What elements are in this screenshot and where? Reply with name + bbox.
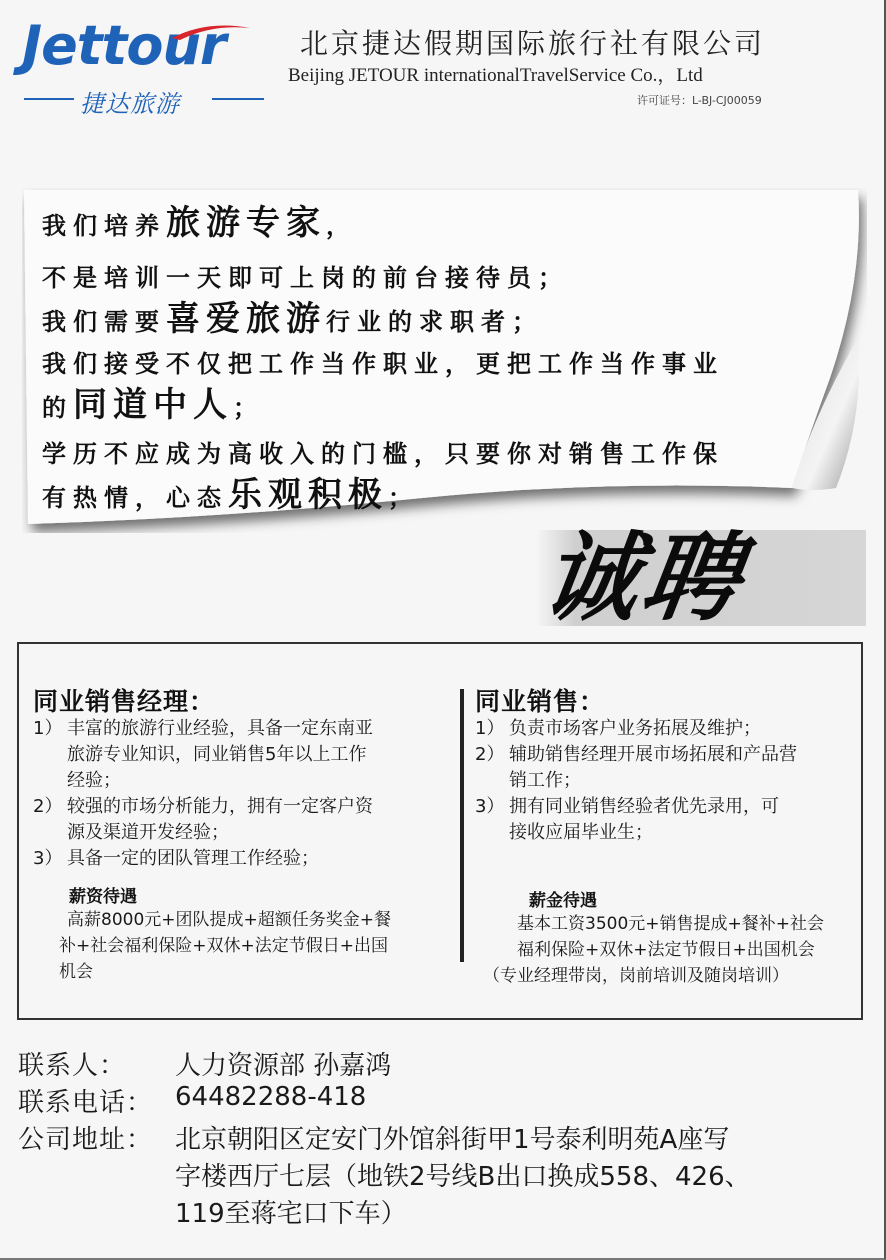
salary-line: 基本工资3500元+销售提成+餐补+社会 [517,914,824,934]
company-name-english: Beijing JETOUR internationalTravelService Co.，Ltd [288,65,703,86]
column-divider [460,689,464,962]
salary-text [59,907,461,985]
contact-address-label: 公司地址： [18,1125,154,1155]
item-text: 较强的市场分析能力，拥有一定客户资 [67,796,373,817]
requirement-item [33,846,453,872]
requirement-item [33,794,453,846]
item-text: 辅助销售经理开展市场拓展和产品营 [509,744,797,765]
address-line: 北京朝阳区定安门外馆斜街甲1号泰利明苑A座写 [175,1125,730,1155]
recruit-calligraphy: 诚聘 [535,521,751,634]
slogan-emphasis: 乐观积极 [228,475,388,515]
contact-person-row [18,1045,858,1082]
slogan-line [42,299,543,339]
slogan-emphasis: 同道中人 [73,385,233,425]
logo-swoosh-icon [172,22,252,42]
contact-phone-value[interactable]: 64482288-418 [175,1082,367,1112]
slogan-emphasis: 旅游专家 [166,203,326,243]
salary-title: 薪金待遇 [529,891,597,911]
requirements-list [33,716,453,872]
job-title: 同业销售经理： [33,687,216,716]
recruit-banner [535,521,866,634]
slogan-line [42,475,419,515]
slogan-text: ； [233,394,264,422]
item-number: 2） [475,744,505,765]
slogan-text: 学历不应成为高收入的门槛，只要你对销售工作保 [42,440,724,468]
slogan-text: 我们培养 [42,212,166,240]
logo-chinese-name: 捷达旅游 [80,90,180,118]
address-line: 119至蒋宅口下车） [175,1199,407,1229]
item-number: 3） [475,796,505,817]
item-text: 具备一定的团队管理工作经验； [67,848,319,869]
salary-line: 高薪8000元+团队提成+超额任务奖金+餐 [67,910,391,930]
requirement-item [475,742,855,794]
address-line: 字楼西厅七层（地铁2号线B出口换成558、426、 [175,1162,751,1192]
item-text: 接收应届毕业生； [509,822,653,843]
requirement-item [475,794,855,846]
salary-line: 补+社会福利保险+双休+法定节假日+出国 [59,936,388,956]
salary-line: 福利保险+双休+法定节假日+出国机会 [517,940,815,960]
slogan-text: ； [388,484,419,512]
contact-phone-row [18,1082,858,1119]
logo-rule-left [24,98,74,100]
logo-rule-right [212,98,264,100]
slogan-text: 我们接受不仅把工作当作职业，更把工作当作事业 [42,350,724,378]
item-number: 1） [475,718,505,739]
item-text: 旅游专业知识，同业销售5年以上工作 [67,744,367,765]
item-number: 1） [33,718,63,739]
job-sales-manager [33,682,453,982]
contact-info [18,1045,858,1229]
requirements-list [475,716,855,846]
slogan-line [42,203,357,243]
slogan-text: 我们需要 [42,308,166,336]
item-text: 经验； [67,770,121,791]
salary-section [483,886,867,989]
contact-person-label: 联系人： [18,1051,127,1081]
salary-line: 机会 [59,962,93,982]
job-sales [475,682,855,986]
slogan-line [42,266,569,290]
slogan-text: 有热情，心态 [42,484,228,512]
item-text: 负责市场客户业务拓展及维护； [509,718,761,739]
salary-section [51,882,461,985]
license-number: 许可证号：L-BJ-CJ00059 [637,94,762,107]
requirement-item [33,716,453,794]
slogan-text: 不是培训一天即可上岗的前台接待员； [42,264,569,292]
contact-person-value: 人力资源部 孙嘉鸿 [175,1051,392,1081]
slogan-text: 行业的求职者； [326,308,543,336]
slogan-text: ， [326,212,357,240]
salary-text [483,911,867,989]
salary-line: （专业经理带岗，岗前培训及随岗培训） [483,966,789,986]
jettour-logo [22,14,267,118]
item-number: 2） [33,796,63,817]
salary-title: 薪资待遇 [69,887,137,907]
item-text: 拥有同业销售经验者优先录用，可 [509,796,779,817]
contact-address-row [18,1119,858,1229]
company-name-chinese: 北京捷达假期国际旅行社有限公司 [300,27,766,60]
logo-wordmark: Jettour [22,14,226,77]
slogan-emphasis: 喜爱旅游 [166,299,326,339]
job-title: 同业销售： [475,687,606,716]
item-text: 销工作； [509,770,581,791]
slogan-line [42,442,724,466]
item-text: 源及渠道开发经验； [67,822,229,843]
requirement-item [475,716,855,742]
slogan-line [42,352,724,376]
slogan-line [42,385,264,425]
contact-phone-label: 联系电话： [18,1088,154,1118]
item-number: 3） [33,848,63,869]
slogan-note [22,188,867,528]
item-text: 丰富的旅游行业经验，具备一定东南亚 [67,718,373,739]
job-listings-box [17,642,863,1020]
slogan-text: 的 [42,394,73,422]
